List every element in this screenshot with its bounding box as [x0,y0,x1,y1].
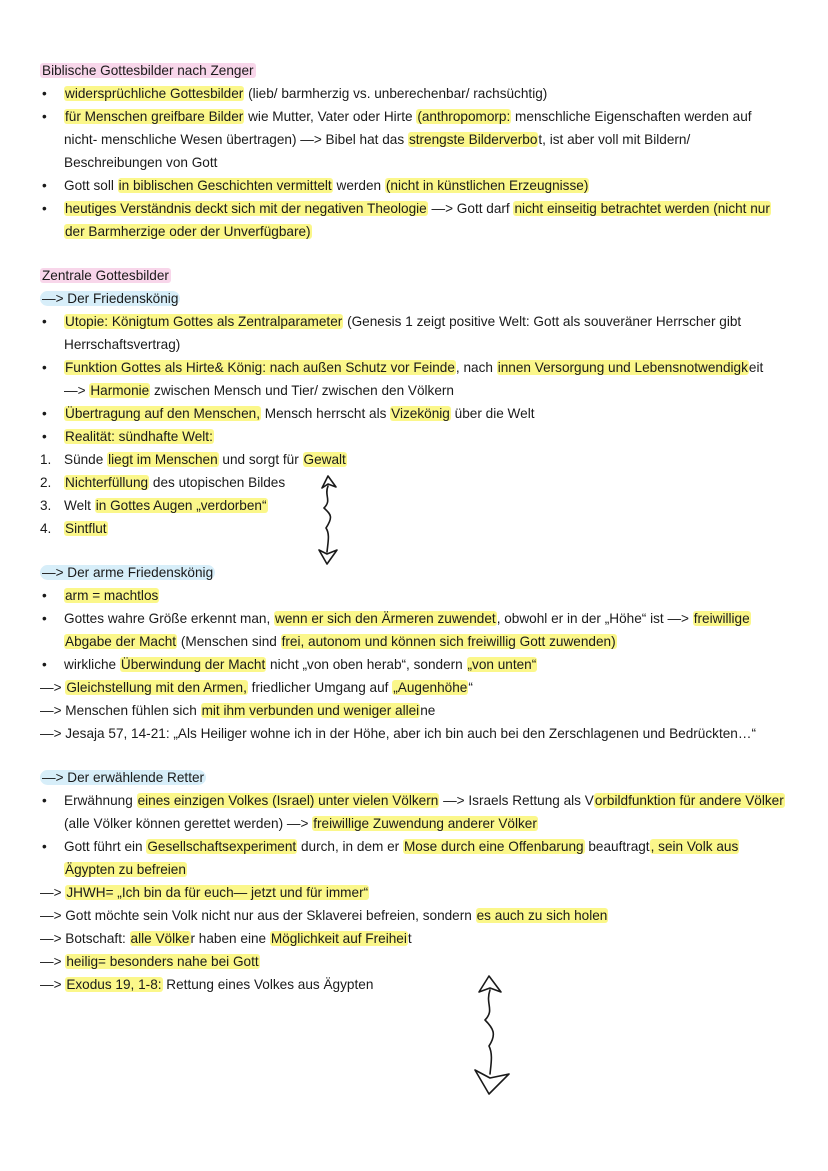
numbered-item: 4. Sintflut [40,521,107,536]
bullet-continuation: Beschreibungen von Gott [64,155,218,170]
bullet-continuation: Abgabe der Macht (Menschen sind frei, autonom und können sich freiwillig Gott zuwenden) [65,634,616,649]
arrow-line: —> Gleichstellung mit den Armen, friedlicher Umgang auf „Augenhöhe“ [40,680,473,695]
double-arrow-doodle [465,970,520,1100]
bullet-item: • Gott soll in biblischen Geschichten vermittelt werden (nicht in künstlichen Erzeugnisse) [42,178,589,193]
bullet-continuation: Herrschaftsvertrag) [64,337,181,352]
subheading [40,766,800,789]
numbered-item: 2. Nichterfüllung des utopischen Bildes [40,475,286,490]
subheading-erwaehlender-retter: —> Der erwählende Retter [42,770,205,785]
arrow-line: —> JHWH= „Ich bin da für euch— jetzt und für immer“ [40,885,369,900]
heading-biblische-gottesbilder: Biblische Gottesbilder nach Zenger [42,63,254,78]
bullet-item: • Gott führt ein Gesellschaftsexperiment durch, in dem er Mose durch eine Offenbarung beauftragt, sein Volk aus [42,839,739,854]
bullet-item: • heutiges Verständnis deckt sich mit der negativen Theologie —> Gott darf nicht einseitig betrachtet werden (nicht nur [42,201,770,216]
arrow-line: —> Exodus 19, 1-8: Rettung eines Volkes aus Ägypten [40,977,374,992]
subheading-friedenskoenig: —> Der Friedenskönig [42,291,179,306]
bullet-item: • Erwähnung eines einzigen Volkes (Israel) unter vielen Völkern —> Israels Rettung als Vorbildfunktion für andere Völker [42,793,784,808]
section-heading [40,59,800,82]
bullet-item: • Übertragung auf den Menschen, Mensch herrscht als Vizekönig über die Welt [42,406,535,421]
bullet-item: • Funktion Gottes als Hirte& König: nach außen Schutz vor Feinde, nach innen Versorgung und Lebensnotwendigkeit [42,360,764,375]
bullet-continuation: nicht- menschliche Wesen übertragen) —> Bibel hat das strengste Bilderverbot, ist aber voll mit Bildern/ [64,132,691,147]
bullet-continuation: —> Harmonie zwischen Mensch und Tier/ zwischen den Völkern [64,383,454,398]
bullet-continuation: der Barmherzige oder der Unverfügbare) [65,224,311,239]
bullet-continuation: (alle Völker können gerettet werden) —> freiwillige Zuwendung anderer Völker [64,816,537,831]
subheading-armer-friedenskoenig: —> Der arme Friedenskönig [42,565,214,580]
arrow-line: —> Botschaft: alle Völker haben eine Möglichkeit auf Freiheit [40,931,412,946]
bullet-item: • wirkliche Überwindung der Macht nicht „von oben herab“, sondern „von unten“ [42,657,537,672]
bullet-continuation: Ägypten zu befreien [65,862,186,877]
bullet-item: • für Menschen greifbare Bilder wie Mutter, Vater oder Hirte (anthropomorp: menschliche Eigenschaften werden auf [42,109,752,124]
arrow-line: —> heilig= besonders nahe bei Gott [40,954,259,969]
arrow-line: —> Jesaja 57, 14-21: „Als Heiliger wohne ich in der Höhe, aber ich bin auch bei den Zerschlagenen und Bedrückten…“ [40,726,756,741]
bullet-item: • Gottes wahre Größe erkennt man, wenn er sich den Ärmeren zuwendet, obwohl er in der „Höhe“ ist —> freiwillige [42,611,750,626]
section-heading [40,264,800,287]
double-arrow-doodle [310,470,350,570]
numbered-item: 3. Welt in Gottes Augen „verdorben“ [40,498,267,513]
arrow-line: —> Gott möchte sein Volk nicht nur aus der Sklaverei befreien, sondern es auch zu sich holen [40,908,608,923]
subheading [40,287,800,310]
heading-zentrale-gottesbilder: Zentrale Gottesbilder [42,268,169,283]
bullet-item: • Realität: sündhafte Welt: [42,429,213,444]
subheading [40,561,800,584]
bullet-item: • arm = machtlos [42,588,159,603]
bullet-item: • Utopie: Königtum Gottes als Zentralparameter (Genesis 1 zeigt positive Welt: Gott als souveräner Herrscher gibt [42,314,742,329]
arrow-line: —> Menschen fühlen sich mit ihm verbunden und weniger alleine [40,703,436,718]
bullet-item: • widersprüchliche Gottesbilder (lieb/ barmherzig vs. unberechenbar/ rachsüchtig) [42,86,548,101]
numbered-item: 1. Sünde liegt im Menschen und sorgt für Gewalt [40,452,346,467]
